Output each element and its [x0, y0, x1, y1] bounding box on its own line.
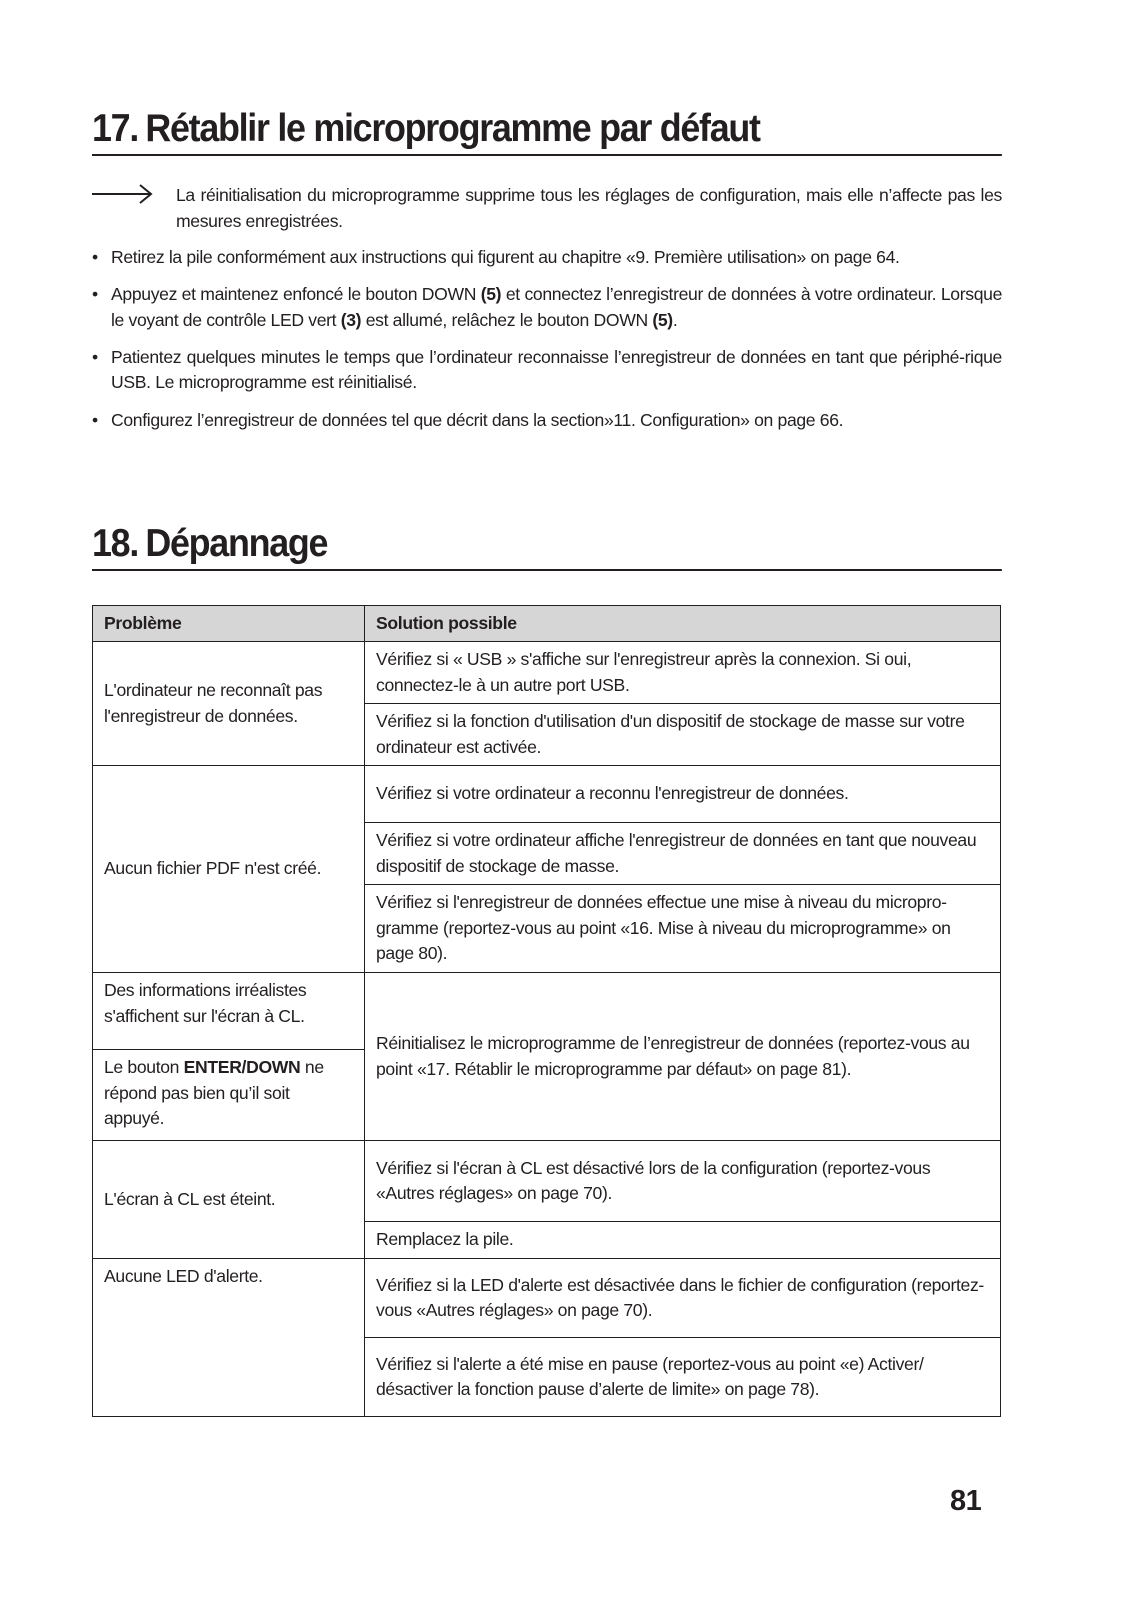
troubleshooting-table	[92, 605, 1001, 1417]
solution-cell: Vérifiez si la LED d'alerte est désactivée dans le fichier de configuration (reportez-vous «Autres réglages» on page 70).	[365, 1259, 1001, 1338]
problem-cell: Aucune LED d'alerte.	[93, 1259, 365, 1417]
solution-cell: Vérifiez si l'écran à CL est désactivé lors de la configuration (reportez-vous «Autres réglages» on page 70).	[365, 1141, 1001, 1222]
info-note-text: La réinitialisation du microprogramme supprime tous les réglages de configuration, mais elle n’affecte pas les mesures enregistrées.	[176, 185, 1002, 231]
solution-cell: Vérifiez si la fonction d'utilisation d'un dispositif de stockage de masse sur votre ordinateur est activée.	[365, 704, 1001, 766]
section-17-number: 17.	[92, 107, 139, 150]
problem-cell: Aucun fichier PDF n'est créé.	[93, 766, 365, 973]
solution-cell: Vérifiez si votre ordinateur affiche l'enregistreur de données en tant que nouveau dispositif de stockage de masse.	[365, 823, 1001, 885]
instruction-item: • Patientez quelques minutes le temps que l’ordinateur reconnaisse l’enregistreur de données en tant que périphé-rique USB. Le microprogramme est réinitialisé.	[92, 346, 1002, 392]
section-17-title-text: Rétablir le microprogramme par défaut	[145, 107, 760, 150]
ref-number: (5)	[480, 284, 502, 304]
table-header-row	[93, 606, 1001, 642]
instruction-item: • Retirez la pile conformément aux instructions qui figurent au chapitre «9. Première utilisation» on page 64.	[92, 245, 1002, 271]
column-header-solution: Solution possible	[365, 606, 1001, 642]
section-18-title	[92, 521, 1002, 571]
solution-cell: Vérifiez si l'alerte a été mise en pause (reportez-vous au point «e) Activer/ désactiver la fonction pause d’alerte de limite» on page 78).	[365, 1338, 1001, 1417]
table-row	[93, 973, 1001, 1050]
solution-cell: Vérifiez si « USB » s'affiche sur l'enregistreur après la connexion. Si oui, connectez-le à un autre port USB.	[365, 642, 1001, 704]
solution-cell: Remplacez la pile.	[365, 1222, 1001, 1259]
page-number: 81	[950, 1485, 982, 1517]
table-row	[93, 1141, 1001, 1222]
section-18-title-text: Dépannage	[145, 522, 328, 565]
solution-cell: Réinitialisez le microprogramme de l’enregistreur de données (reportez-vous au point «17. Rétablir le microprogramme par défaut» on page 81).	[365, 973, 1001, 1141]
solution-cell: Vérifiez si votre ordinateur a reconnu l'enregistreur de données.	[365, 766, 1001, 823]
section-17-title	[92, 106, 1002, 156]
bullet-icon: •	[92, 409, 98, 430]
bullet-icon: •	[92, 247, 98, 267]
ref-number: (5)	[652, 309, 673, 330]
table-row	[93, 1259, 1001, 1338]
ref-number: (3)	[340, 309, 362, 330]
instruction-item: • Configurez l’enregistreur de données tel que décrit dans la section»11. Configuration» on page 66.	[92, 408, 1002, 434]
problem-cell: L'ordinateur ne reconnaît pas l'enregistreur de données.	[93, 642, 365, 766]
column-header-problem: Problème	[93, 606, 365, 642]
problem-cell: Des informations irréalistes s'affichent sur l'écran à CL.	[93, 973, 365, 1050]
arrow-right-icon	[92, 183, 154, 205]
problem-cell: Le bouton ENTER/DOWN ne répond pas bien qu’il soit appuyé.	[93, 1050, 365, 1141]
table-row	[93, 766, 1001, 823]
button-name: ENTER/DOWN	[183, 1057, 301, 1077]
solution-cell: Vérifiez si l'enregistreur de données effectue une mise à niveau du micropro-gramme (reportez-vous au point «16. Mise à niveau du microprogramme» on page 80).	[365, 885, 1001, 973]
instruction-item: • Appuyez et maintenez enfoncé le bouton DOWN (5) et connectez l’enregistreur de données à votre ordinateur. Lorsque le voyant de contrôle LED vert (3) est allumé, relâchez le bouton DOWN (5).	[92, 284, 1002, 330]
instruction-list	[92, 245, 1002, 445]
table-row	[93, 642, 1001, 704]
bullet-icon: •	[92, 346, 98, 367]
section-18-number: 18.	[92, 522, 139, 565]
problem-cell: L'écran à CL est éteint.	[93, 1141, 365, 1259]
bullet-icon: •	[92, 284, 98, 304]
